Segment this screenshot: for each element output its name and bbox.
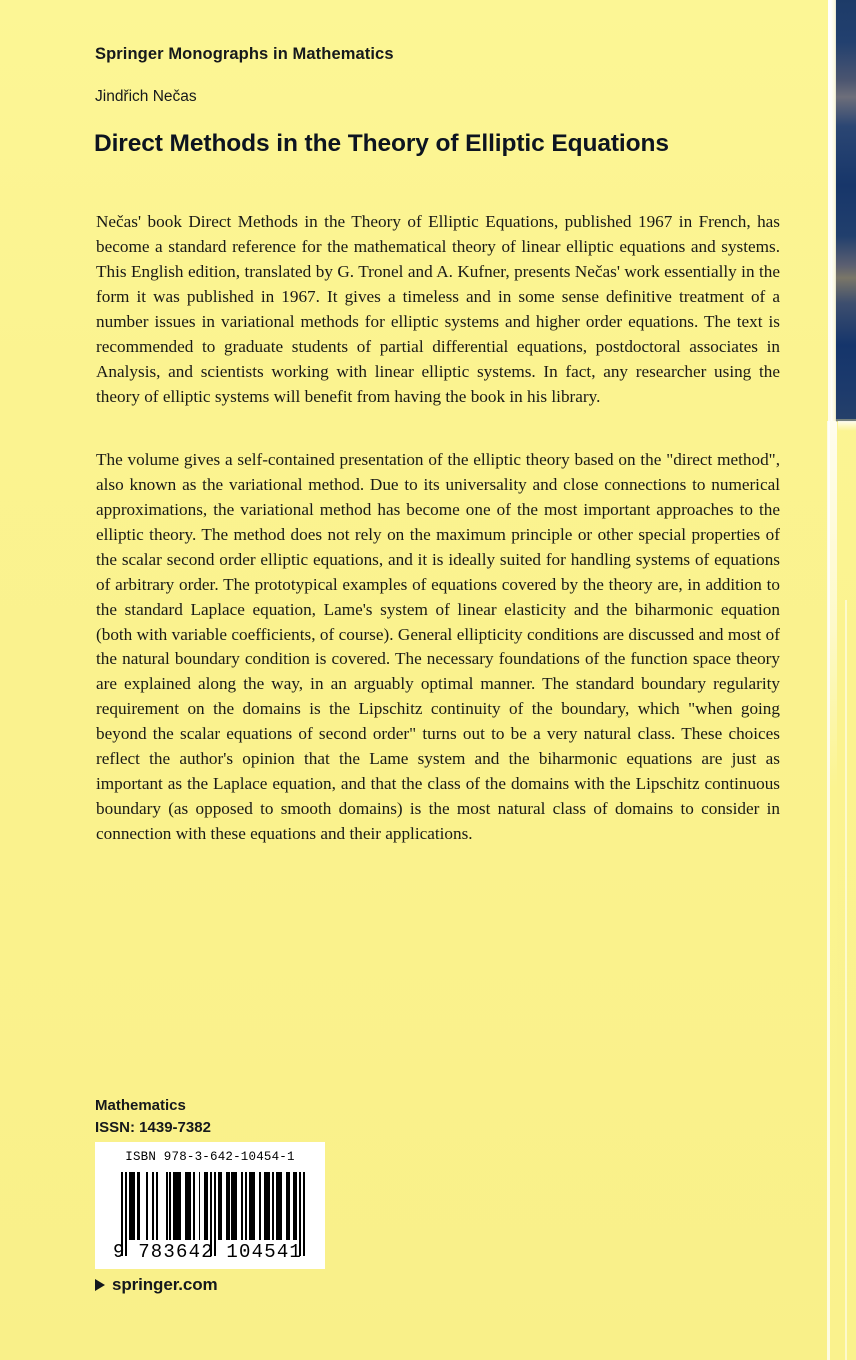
series-title: Springer Monographs in Mathematics	[95, 45, 394, 63]
springer-website-link[interactable]	[95, 1275, 218, 1295]
blurb-paragraph-1: Nečas' book Direct Methods in the Theory of Elliptic Equations, published 1967 in French, has become a standard reference for the mathematical theory of linear elliptic equations and systems. This English edition, translated by G. Tronel and A. Kufner, presents Nečas' work essentially in the form it was published in 1967. It gives a timeless and in some sense definitive treatment of a number issues in variational methods for elliptic systems and higher order equations. The text is recommended to graduate students of partial differential equations, postdoctoral associates in Analysis, and scientists working with linear elliptic systems. In fact, any researcher using the theory of elliptic systems will benefit from having the book in his library.	[96, 212, 780, 406]
book-spine-strip	[836, 0, 856, 421]
isbn-number-text: ISBN 978-3-642-10454-1	[125, 1150, 295, 1164]
fold-crease-top	[838, 421, 856, 431]
fold-crease-right	[845, 600, 847, 1360]
play-triangle-icon	[95, 1279, 105, 1291]
barcode-digits-text: 9 783642 104541	[113, 1241, 303, 1263]
blurb-paragraph-2: The volume gives a self-contained presentation of the elliptic theory based on the "direct method", also known as the variational method. Due to its universality and close connections to numerical approximations, the variational method has become one of the most important approaches to the elliptic theory. The method does not rely on the maximum principle or other special properties of the scalar second order elliptic equations, and it is ideally suited for handling systems of equations of arbitrary order. The prototypical examples of equations covered by the theory are, in addition to the standard Laplace equation, Lame's system of linear elasticity and the biharmonic equation (both with variable coefficients, of course). General ellipticity conditions are discussed and most of the natural boundary condition is covered. The necessary foundations of the function space theory are explained along the way, in an arguably optimal manner. The standard boundary regularity requirement on the domains is the Lipschitz continuity of the boundary, which "when going beyond the scalar equations of second order" turns out to be a very natural class. These choices reflect the author's opinion that the Lame system and the biharmonic equations are just as important as the Laplace equation, and that the class of the domains with the Lipschitz continuous boundary (as opposed to smooth domains) is the most natural class of domains to consider in connection with these equations and their applications.	[96, 450, 780, 843]
subject-label: Mathematics	[95, 1097, 186, 1114]
barcode-bars	[121, 1172, 305, 1240]
isbn-barcode	[95, 1142, 325, 1269]
issn-label: ISSN: 1439-7382	[95, 1119, 211, 1136]
page-title: Direct Methods in the Theory of Elliptic Equations	[94, 130, 669, 158]
author-name: Jindřich Nečas	[95, 88, 197, 105]
springer-website-label: springer.com	[112, 1275, 218, 1294]
